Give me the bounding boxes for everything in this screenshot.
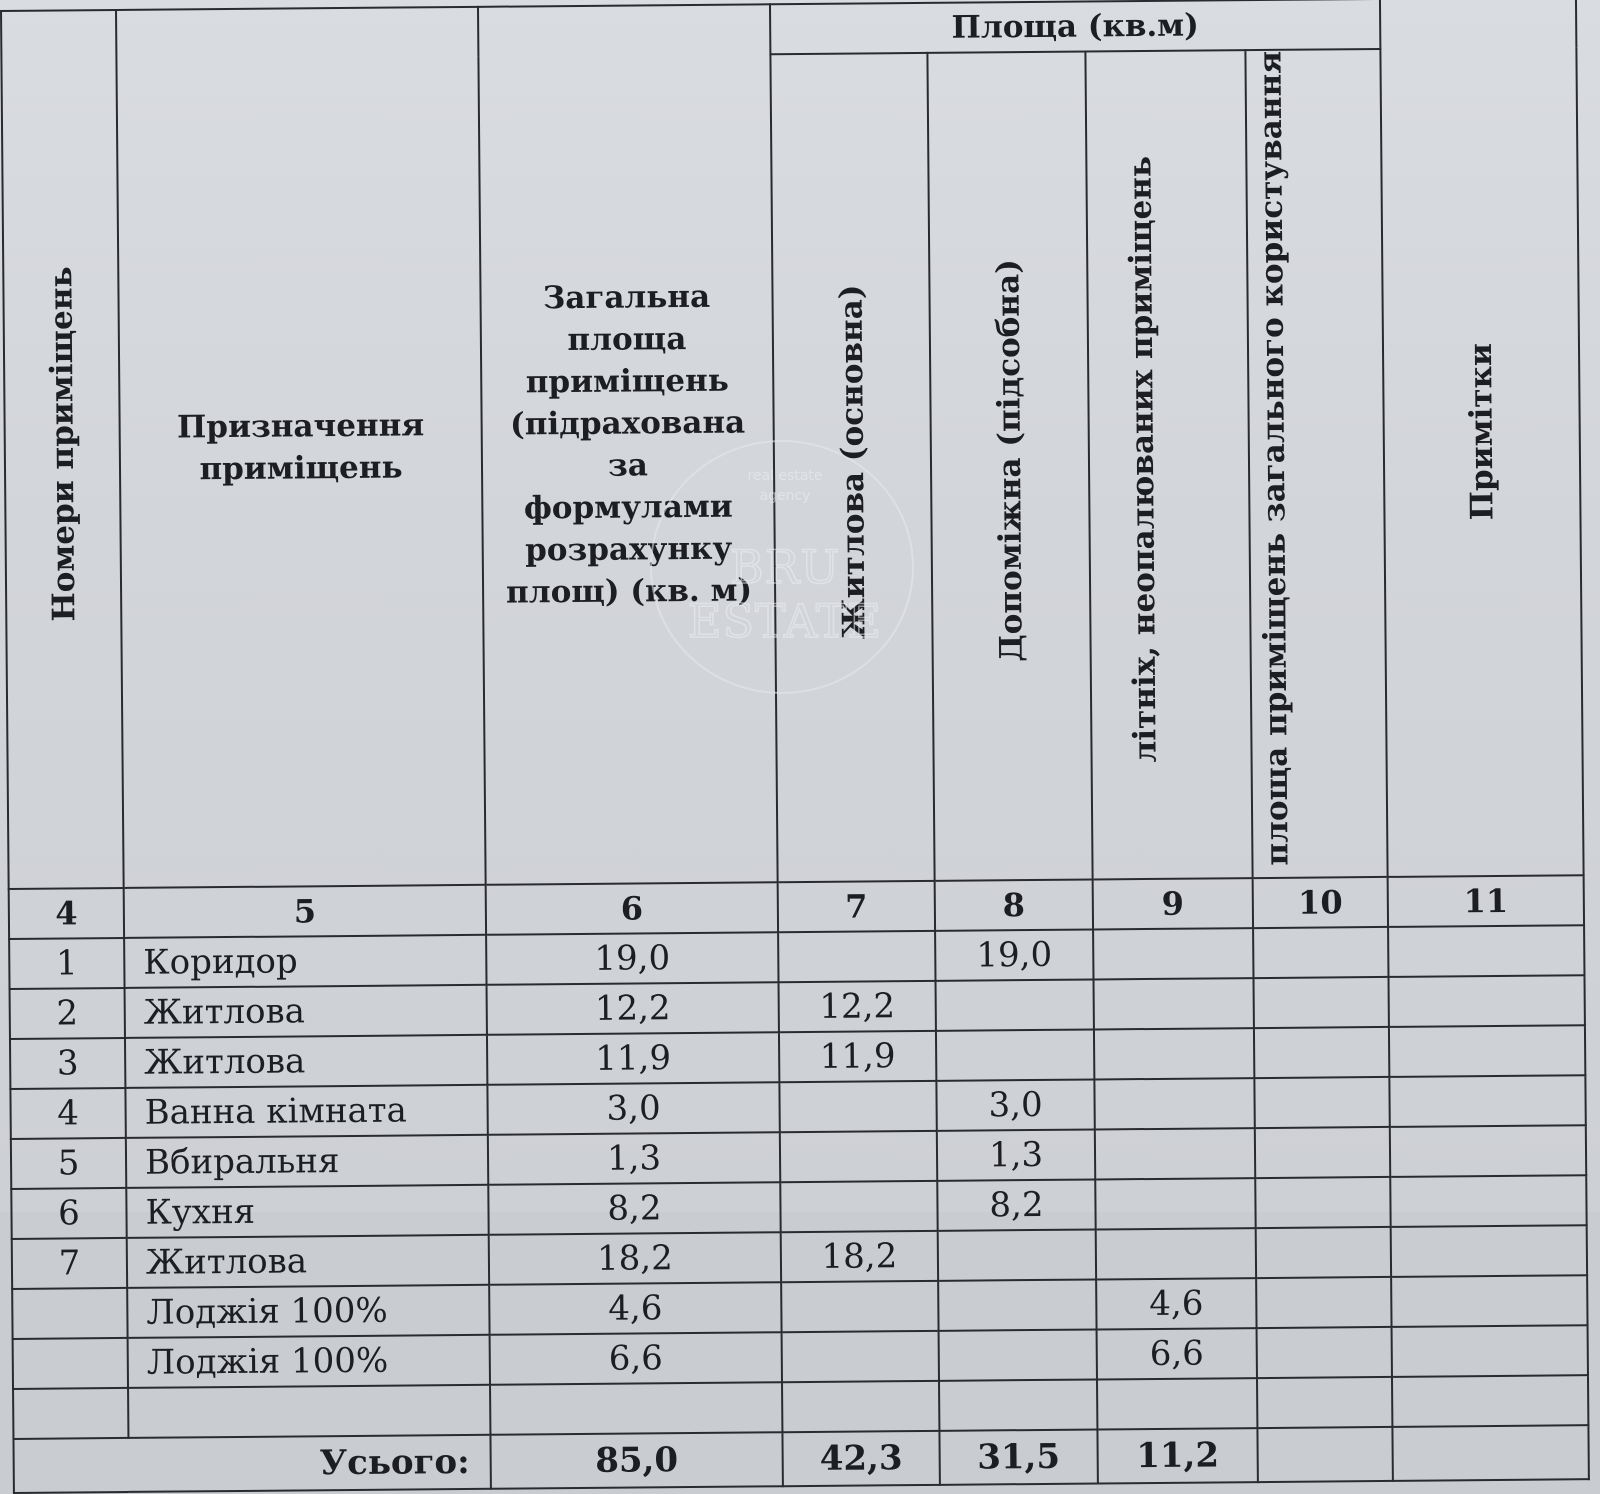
- totals-label: Усього:: [13, 1435, 490, 1493]
- room-notes: [1392, 1375, 1588, 1427]
- room-notes: [1389, 975, 1585, 1027]
- room-aux-area: 8,2: [937, 1179, 1095, 1230]
- room-total-area: 19,0: [486, 932, 778, 985]
- room-number: 3: [10, 1038, 125, 1089]
- room-number: 6: [11, 1188, 126, 1239]
- room-total-area: [490, 1382, 782, 1435]
- room-number: 4: [10, 1088, 125, 1139]
- column-number: 7: [778, 881, 935, 932]
- room-total-area: 1,3: [488, 1132, 780, 1185]
- room-summer-area: [1093, 928, 1253, 979]
- room-aux-area: [936, 1029, 1094, 1080]
- room-common-area: [1253, 977, 1388, 1028]
- room-summer-area: [1093, 978, 1253, 1029]
- room-common-area: [1257, 1377, 1392, 1428]
- header-common: [1245, 49, 1387, 878]
- header-area-group-text: Площа (кв.м): [951, 7, 1199, 46]
- room-purpose: Житлова: [125, 1035, 487, 1088]
- header-living: [770, 53, 934, 882]
- room-living-area: [782, 1381, 939, 1432]
- room-purpose: Житлова: [125, 985, 487, 1038]
- room-summer-area: 6,6: [1097, 1328, 1257, 1379]
- room-summer-area: [1094, 1078, 1254, 1129]
- room-summer-area: [1094, 1028, 1254, 1079]
- room-purpose: Лоджія 100%: [127, 1285, 489, 1338]
- room-notes: [1389, 1075, 1585, 1127]
- room-total-area: 6,6: [490, 1332, 782, 1385]
- watermark-line1: real estate: [747, 468, 823, 484]
- room-living-area: [782, 1331, 939, 1382]
- room-summer-area: [1096, 1228, 1256, 1279]
- header-room-numbers-text: Номери приміщень: [42, 266, 82, 622]
- room-notes: [1390, 1125, 1586, 1177]
- header-total-area: [478, 4, 778, 884]
- room-living-area: 18,2: [781, 1231, 938, 1282]
- room-number: 2: [10, 988, 125, 1039]
- room-aux-area: [938, 1229, 1096, 1280]
- room-total-area: 11,9: [487, 1032, 779, 1085]
- header-room-numbers: [1, 10, 124, 889]
- room-common-area: [1254, 1077, 1389, 1128]
- header-living-text: Житлова (основна): [832, 284, 873, 640]
- header-auxiliary-text: Допоміжна (підсобна): [990, 259, 1030, 663]
- room-aux-area: [938, 1279, 1096, 1330]
- room-total-area: 3,0: [487, 1082, 779, 1135]
- totals-notes: [1392, 1425, 1588, 1481]
- room-notes: [1391, 1275, 1587, 1327]
- room-living-area: [780, 1131, 937, 1182]
- column-number: 10: [1253, 877, 1388, 928]
- room-common-area: [1256, 1227, 1391, 1278]
- totals-living-area: 42,3: [782, 1431, 939, 1486]
- room-living-area: [780, 1181, 937, 1232]
- header-common-text: площа приміщень загального користування: [1251, 50, 1296, 866]
- room-number: [13, 1338, 128, 1389]
- room-number: [12, 1288, 127, 1339]
- room-summer-area: [1097, 1378, 1257, 1429]
- room-purpose: [128, 1385, 490, 1438]
- room-common-area: [1256, 1277, 1391, 1328]
- header-auxiliary: [927, 52, 1092, 881]
- header-purpose-text: Призначення приміщень: [176, 407, 425, 488]
- room-aux-area: [936, 979, 1094, 1030]
- room-number: [13, 1388, 128, 1439]
- room-notes: [1391, 1225, 1587, 1277]
- room-total-area: 4,6: [489, 1282, 781, 1335]
- room-living-area: 12,2: [779, 981, 936, 1032]
- room-common-area: [1254, 1027, 1389, 1078]
- column-number: 8: [935, 879, 1093, 930]
- room-living-area: 11,9: [779, 1031, 936, 1082]
- room-living-area: [778, 931, 935, 982]
- room-total-area: 18,2: [489, 1232, 781, 1285]
- totals-summer-area: 11,2: [1097, 1428, 1257, 1483]
- room-purpose: Лоджія 100%: [128, 1335, 490, 1388]
- room-common-area: [1253, 927, 1388, 978]
- header-summer-text: літніх, неопалюваних приміщень: [1122, 156, 1164, 763]
- watermark-line2: agency: [759, 488, 811, 504]
- room-summer-area: [1095, 1128, 1255, 1179]
- totals-aux-area: 31,5: [939, 1429, 1097, 1484]
- header-total-area-text: Загальна площа приміщень (підрахована за формулами розрахунку площ) (кв. м): [505, 278, 753, 611]
- room-number: 7: [12, 1238, 127, 1289]
- header-area-group: [770, 0, 1380, 54]
- room-notes: [1388, 925, 1584, 977]
- column-number: 5: [124, 885, 486, 938]
- header-purpose: [116, 7, 486, 888]
- room-summer-area: 4,6: [1096, 1278, 1256, 1329]
- room-aux-area: [939, 1379, 1097, 1430]
- room-common-area: [1255, 1177, 1390, 1228]
- room-living-area: [781, 1281, 938, 1332]
- totals-total-area: 85,0: [490, 1432, 782, 1489]
- room-purpose: Вбиральня: [126, 1135, 488, 1188]
- room-common-area: [1257, 1327, 1392, 1378]
- room-notes: [1392, 1325, 1588, 1377]
- room-total-area: 12,2: [487, 982, 779, 1035]
- column-number: 11: [1388, 875, 1584, 927]
- room-aux-area: 19,0: [935, 929, 1093, 980]
- column-number: 4: [9, 888, 124, 939]
- column-number: 6: [486, 882, 778, 935]
- room-purpose: Ванна кімната: [125, 1085, 487, 1138]
- room-living-area: [779, 1081, 936, 1132]
- header-notes-text: Примітки: [1462, 342, 1501, 521]
- room-purpose: Житлова: [127, 1235, 489, 1288]
- totals-common-area: [1257, 1427, 1392, 1482]
- room-total-area: 8,2: [488, 1182, 780, 1235]
- room-number: 1: [9, 938, 124, 989]
- room-aux-area: [939, 1329, 1097, 1380]
- column-number: 9: [1093, 878, 1253, 929]
- room-purpose: Кухня: [126, 1185, 488, 1238]
- room-notes: [1389, 1025, 1585, 1077]
- room-common-area: [1255, 1127, 1390, 1178]
- room-number: 5: [11, 1138, 126, 1189]
- room-aux-area: 1,3: [937, 1129, 1095, 1180]
- room-summer-area: [1095, 1178, 1255, 1229]
- room-aux-area: 3,0: [936, 1079, 1094, 1130]
- room-purpose: Коридор: [124, 935, 486, 988]
- header-summer: [1085, 50, 1252, 879]
- header-notes: [1380, 0, 1584, 877]
